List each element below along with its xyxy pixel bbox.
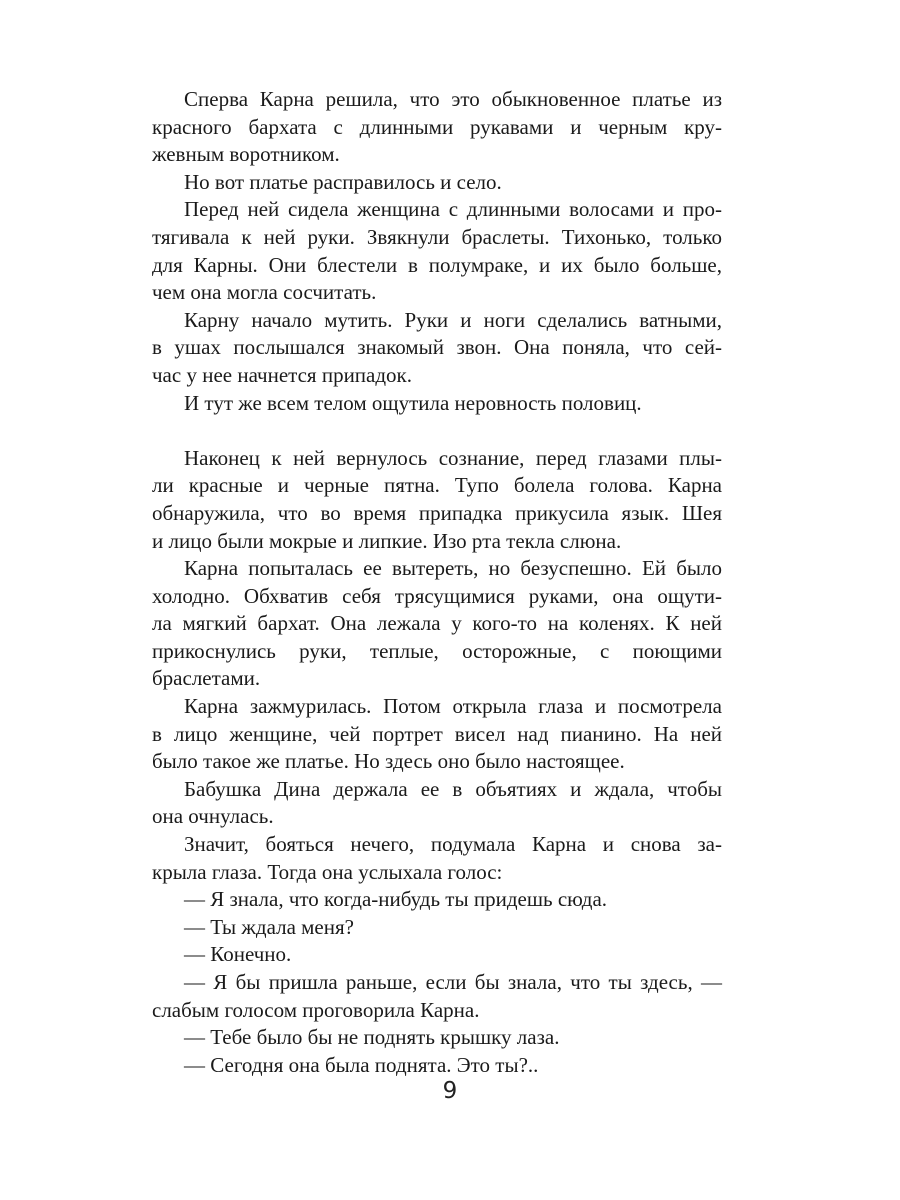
text-line: час у нее начнется припадок. xyxy=(152,362,413,387)
text-line: браслетами. xyxy=(152,666,261,691)
text-line: Карна зажмурилась. Потом открыла глаза и посмотрела xyxy=(184,694,722,719)
text-line: Бабушка Дина держала ее в объятиях и ждала, чтобы xyxy=(184,776,722,801)
text-line: она очнулась. xyxy=(152,804,274,829)
text-line: Наконец к ней вернулось сознание, перед глазами плы- xyxy=(184,445,722,470)
text-line: Карну начало мутить. Руки и ноги сделались ватными, xyxy=(184,307,722,332)
text-line: в лицо женщине, чей портрет висел над пианино. На ней xyxy=(152,721,722,746)
dialogue-line: — Я знала, что когда-нибудь ты придешь сюда. xyxy=(184,887,608,912)
text-line: слабым голосом проговорила Карна. xyxy=(152,997,480,1022)
dialogue-line: — Я бы пришла раньше, если бы знала, что ты здесь, — xyxy=(184,970,722,994)
text-line: жевным воротником. xyxy=(152,142,340,167)
text-line: в ушах послышался знакомый звон. Она поняла, что сей- xyxy=(152,335,722,360)
dialogue-line: — Конечно. xyxy=(184,942,292,967)
dialogue-line: — Сегодня она была поднята. Это ты?.. xyxy=(184,1052,539,1077)
text-line: крыла глаза. Тогда она услыхала голос: xyxy=(152,859,503,884)
text-line: прикоснулись руки, теплые, осторожные, с поющими xyxy=(152,638,722,663)
text-line: ли красные и черные пятна. Тупо болела голова. Карна xyxy=(152,473,722,498)
text-line: Карна попыталась ее вытереть, но безуспешно. Ей было xyxy=(184,556,722,581)
text-line: чем она могла сосчитать. xyxy=(152,280,377,305)
text-line: Но вот платье расправилось и село. xyxy=(184,169,502,194)
dialogue-line: — Ты ждала меня? xyxy=(184,914,354,939)
text-line: холодно. Обхватив себя трясущимися руками, она ощути- xyxy=(152,583,722,608)
text-line: ла мягкий бархат. Она лежала у кого-то на коленях. К ней xyxy=(152,611,722,636)
text-line: Значит, бояться нечего, подумала Карна и снова за- xyxy=(184,832,722,857)
text-line: красного бархата с длинными рукавами и черным кру- xyxy=(152,114,722,139)
text-line: Сперва Карна решила, что это обыкновенное платье из xyxy=(184,87,722,111)
dialogue-line: — Тебе было бы не поднять крышку лаза. xyxy=(184,1025,560,1050)
text-line: и лицо были мокрые и липкие. Изо рта текла слюна. xyxy=(152,528,622,553)
text-line: И тут же всем телом ощутила неровность половиц. xyxy=(184,390,642,415)
page-number: 9 xyxy=(442,1078,458,1104)
body-text xyxy=(152,86,722,1079)
section-break xyxy=(152,417,722,445)
text-line: было такое же платье. Но здесь оно было настоящее. xyxy=(152,749,625,774)
text-line: Перед ней сидела женщина с длинными волосами и про- xyxy=(184,197,722,222)
text-line: обнаружила, что во время припадка прикусила язык. Шея xyxy=(152,500,722,525)
text-line: для Карны. Они блестели в полумраке, и их было больше, xyxy=(152,252,722,277)
text-line: тягивала к ней руки. Звякнули браслеты. Тихонько, только xyxy=(152,224,722,249)
